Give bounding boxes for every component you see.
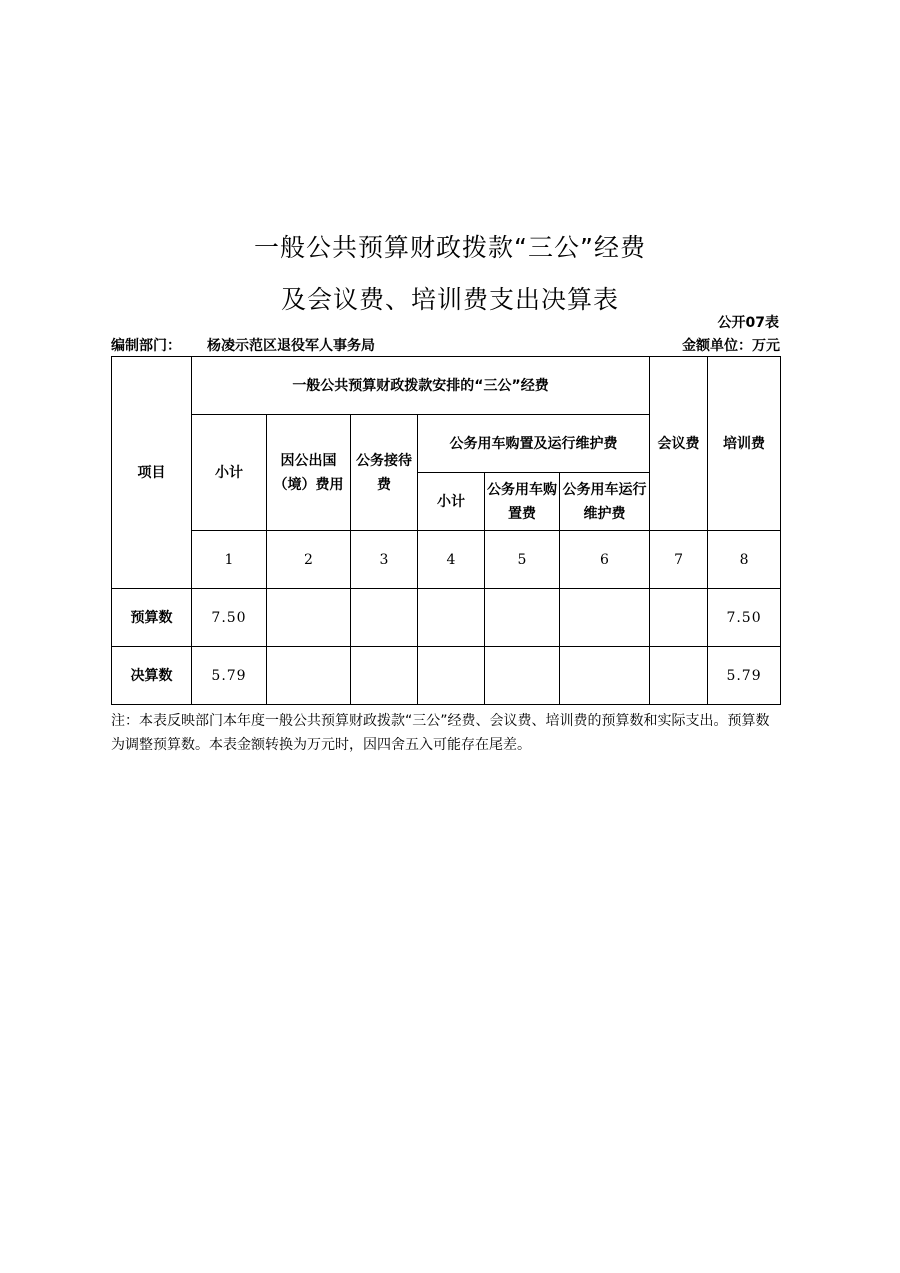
footnote: 注：本表反映部门本年度一般公共预算财政拨款“三公”经费、会议费、培训费的预算数和实际支出。预算数为调整预算数。本表金额转换为万元时，因四舍五入可能存在尾差。 xyxy=(111,713,770,753)
department-value: 杨凌示范区退役军人事务局 xyxy=(207,338,375,354)
table-cell xyxy=(418,647,485,705)
header-abroad: 因公出国（境）费用 xyxy=(267,415,351,531)
table-cell: 7.50 xyxy=(708,589,781,647)
column-number: 7 xyxy=(650,531,708,589)
amount-unit: 金额单位：万元 xyxy=(682,338,780,354)
header-meeting: 会议费 xyxy=(650,357,708,531)
table-cell xyxy=(485,589,560,647)
table-cell xyxy=(267,589,351,647)
report-title-line-2: 及会议费、培训费支出决算表 xyxy=(280,285,619,314)
table-cell xyxy=(351,647,418,705)
report-title-line-1: 一般公共预算财政拨款“三公”经费 xyxy=(254,233,646,262)
header-training: 培训费 xyxy=(708,357,781,531)
table-cell xyxy=(560,647,650,705)
header-three-public-group: 一般公共预算财政拨款安排的“三公”经费 xyxy=(192,357,650,415)
header-subtotal: 小计 xyxy=(192,415,267,531)
row-label-actual: 决算数 xyxy=(112,647,192,705)
header-reception: 公务接待费 xyxy=(351,415,418,531)
column-number: 3 xyxy=(351,531,418,589)
column-number: 8 xyxy=(708,531,781,589)
row-label-budget: 预算数 xyxy=(112,589,192,647)
header-item: 项目 xyxy=(112,357,192,589)
form-code: 公开07表 xyxy=(717,315,779,331)
table-cell xyxy=(650,589,708,647)
column-number: 6 xyxy=(560,531,650,589)
table-row-budget xyxy=(112,589,781,647)
column-number: 2 xyxy=(267,531,351,589)
table-cell xyxy=(351,589,418,647)
header-vehicle-subtotal: 小计 xyxy=(418,473,485,531)
table-row-actual xyxy=(112,647,781,705)
table-cell: 5.79 xyxy=(192,647,267,705)
table-cell xyxy=(418,589,485,647)
table-cell xyxy=(267,647,351,705)
header-vehicle-operation: 公务用车运行维护费 xyxy=(560,473,650,531)
department-label: 编制部门： xyxy=(111,338,181,354)
expense-table xyxy=(111,356,781,705)
table-cell: 7.50 xyxy=(192,589,267,647)
table-cell: 5.79 xyxy=(708,647,781,705)
table-cell xyxy=(485,647,560,705)
meta-row xyxy=(111,335,780,355)
header-vehicle-group: 公务用车购置及运行维护费 xyxy=(418,415,650,473)
header-vehicle-purchase: 公务用车购置费 xyxy=(485,473,560,531)
column-number: 5 xyxy=(485,531,560,589)
table-cell xyxy=(560,589,650,647)
column-number: 4 xyxy=(418,531,485,589)
table-cell xyxy=(650,647,708,705)
column-number: 1 xyxy=(192,531,267,589)
